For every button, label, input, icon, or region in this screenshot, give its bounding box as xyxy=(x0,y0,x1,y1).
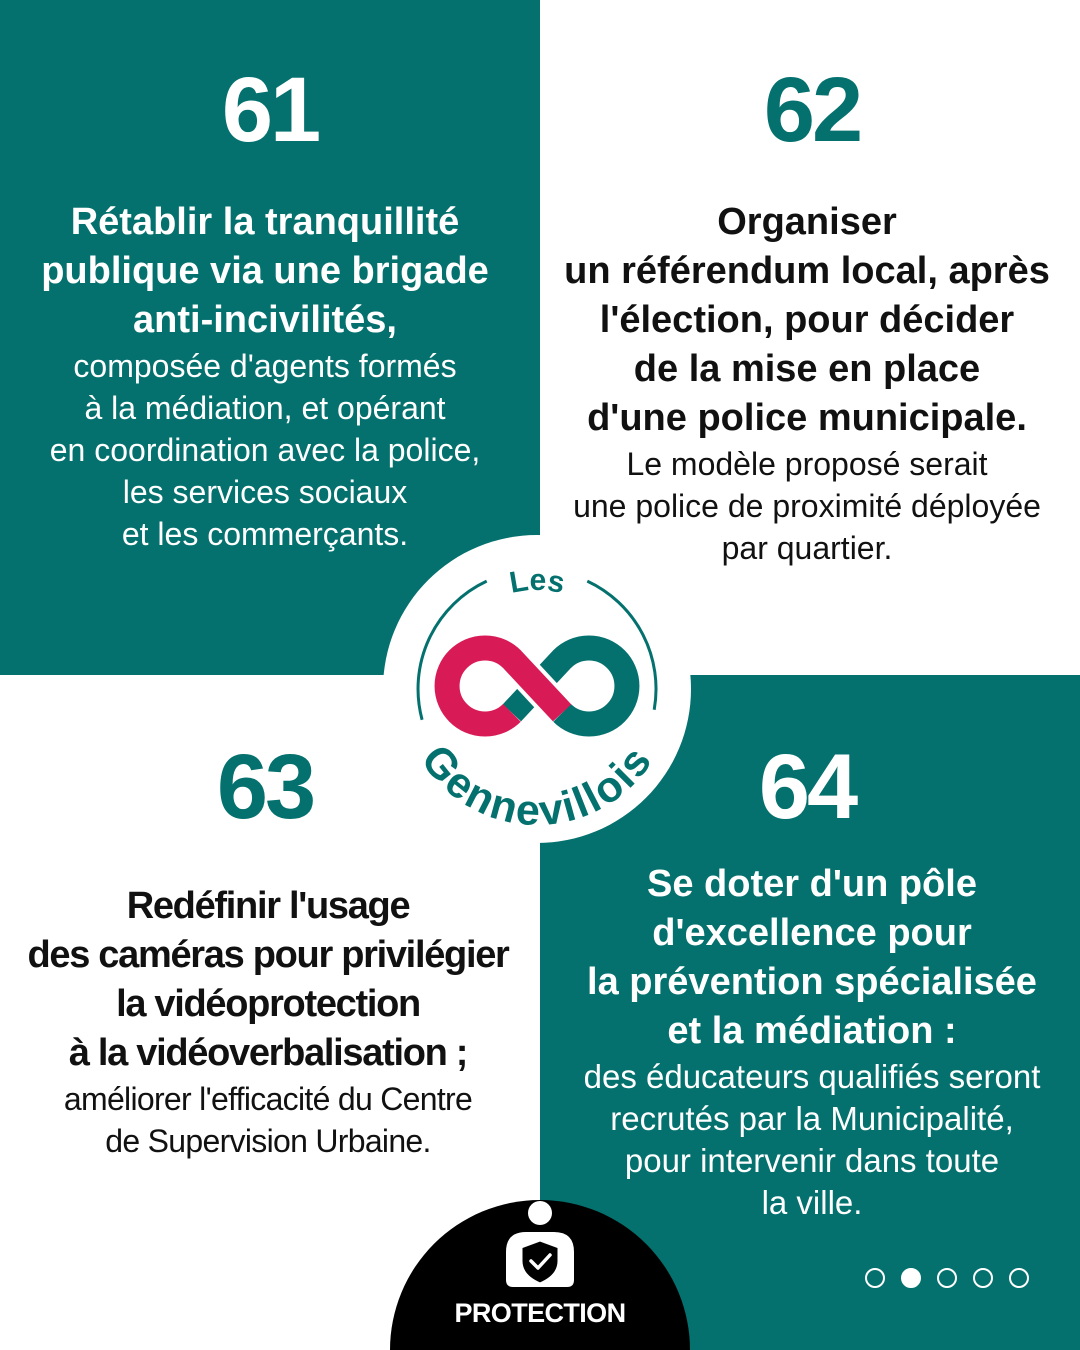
icon-head xyxy=(528,1201,552,1225)
headline-line: Rétablir la tranquillité xyxy=(70,201,460,243)
headline-line: Organiser xyxy=(717,201,897,243)
detail-line: à la médiation, et opérant xyxy=(84,390,446,426)
headline-line: Redéfinir l'usage xyxy=(126,885,410,927)
detail-line: en coordination avec la police, xyxy=(49,432,481,468)
detail-line: recrutés par la Municipalité, xyxy=(610,1100,1014,1137)
headline-line: la prévention spécialisée xyxy=(587,961,1037,1003)
headline-line: la vidéoprotection xyxy=(116,983,420,1025)
headline-line: publique via une brigade xyxy=(41,250,489,292)
measure-number: 61 xyxy=(221,59,319,161)
headline-line: d'excellence pour xyxy=(652,912,972,954)
detail-line: améliorer l'efficacité du Centre xyxy=(63,1081,473,1117)
icon-shield xyxy=(521,1240,559,1284)
logo-bottom-text-path: Gennevillois xyxy=(411,736,663,836)
headline-line: l'élection, pour décider xyxy=(599,299,1015,341)
logo-top-text-path: Les xyxy=(507,563,568,600)
pagination-dot[interactable] xyxy=(937,1268,957,1288)
headline-line: et la médiation : xyxy=(667,1010,957,1052)
headline-line: de la mise en place xyxy=(633,348,981,390)
headline-line: anti-incivilités, xyxy=(133,299,397,341)
detail-line: les services sociaux xyxy=(122,474,408,510)
detail-line: par quartier. xyxy=(721,530,893,566)
detail-line: une police de proximité déployée xyxy=(573,488,1041,524)
pagination-dot[interactable] xyxy=(1009,1268,1029,1288)
carousel-pagination xyxy=(865,1268,1029,1288)
detail-line: des éducateurs qualifiés seront xyxy=(583,1058,1041,1095)
measure-number: 62 xyxy=(763,59,861,161)
detail-line: la ville. xyxy=(761,1184,863,1221)
headline-line: un référendum local, après xyxy=(564,250,1050,292)
detail-line: composée d'agents formés xyxy=(73,348,457,384)
pagination-dot[interactable] xyxy=(865,1268,885,1288)
logo-top-text xyxy=(507,564,567,600)
detail-line: Le modèle proposé serait xyxy=(626,446,988,482)
pagination-dot[interactable] xyxy=(901,1268,921,1288)
detail-line: et les commerçants. xyxy=(121,516,409,552)
logo xyxy=(383,535,691,843)
measure-number: 63 xyxy=(216,736,314,838)
headline-line: d'une police municipale. xyxy=(587,397,1027,439)
headline-line: des caméras pour privilégier xyxy=(27,934,509,976)
category-label: PROTECTION xyxy=(454,1298,626,1328)
detail-line: de Supervision Urbaine. xyxy=(105,1123,431,1159)
measure-number: 64 xyxy=(758,736,856,838)
pagination-dot[interactable] xyxy=(973,1268,993,1288)
headline-line: Se doter d'un pôle xyxy=(647,863,977,905)
headline-line: à la vidéoverbalisation ; xyxy=(68,1032,468,1074)
detail-line: pour intervenir dans toute xyxy=(624,1142,1000,1179)
